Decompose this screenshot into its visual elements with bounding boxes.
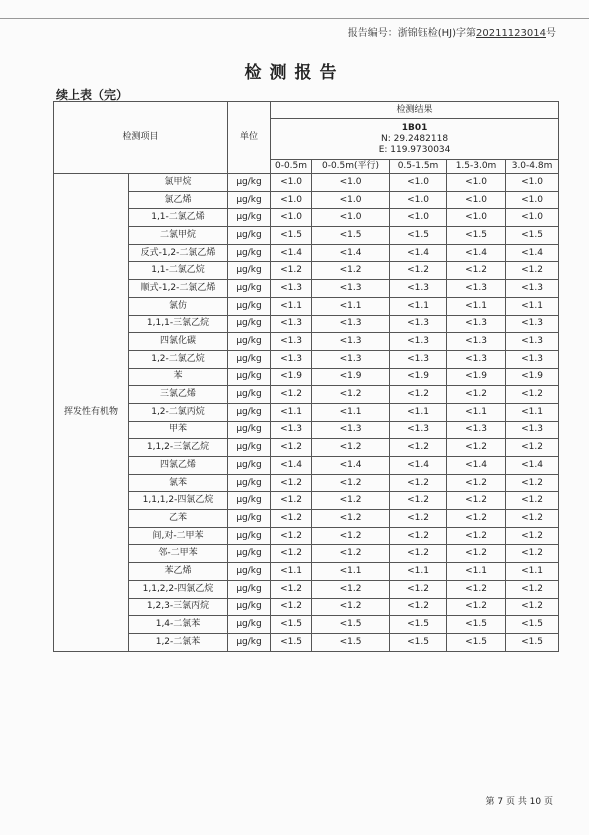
- result-cell: <1.2: [506, 510, 559, 528]
- category-cell: 挥发性有机物: [54, 174, 129, 652]
- result-cell: <1.2: [312, 510, 390, 528]
- result-cell: <1.3: [271, 315, 312, 333]
- unit-cell: μg/kg: [228, 315, 271, 333]
- table-row: [54, 527, 559, 545]
- result-cell: <1.2: [506, 439, 559, 457]
- depth-header: 0.5-1.5m: [390, 160, 447, 174]
- result-cell: <1.2: [390, 510, 447, 528]
- result-cell: <1.3: [390, 421, 447, 439]
- unit-cell: μg/kg: [228, 474, 271, 492]
- result-cell: <1.1: [447, 297, 506, 315]
- unit-cell: μg/kg: [228, 580, 271, 598]
- analyte-name: 1,1,1,2-四氯乙烷: [129, 492, 228, 510]
- analyte-name: 三氯乙烯: [129, 386, 228, 404]
- analyte-name: 1,1,1-三氯乙烷: [129, 315, 228, 333]
- unit-cell: μg/kg: [228, 262, 271, 280]
- table-row: [54, 633, 559, 651]
- table-row: [54, 244, 559, 262]
- analyte-name: 氯苯: [129, 474, 228, 492]
- unit-cell: μg/kg: [228, 227, 271, 245]
- table-row: [54, 474, 559, 492]
- table-row: [54, 368, 559, 386]
- result-cell: <1.3: [390, 333, 447, 351]
- unit-cell: μg/kg: [228, 403, 271, 421]
- result-cell: <1.1: [390, 563, 447, 581]
- analyte-name: 乙苯: [129, 510, 228, 528]
- result-cell: <1.4: [271, 457, 312, 475]
- result-cell: <1.2: [447, 510, 506, 528]
- result-cell: <1.5: [390, 227, 447, 245]
- result-cell: <1.3: [271, 280, 312, 298]
- unit-cell: μg/kg: [228, 563, 271, 581]
- result-cell: <1.4: [390, 457, 447, 475]
- header-row: [54, 102, 559, 119]
- page-number: 第 7 页 共 10 页: [485, 797, 553, 807]
- result-cell: <1.3: [447, 421, 506, 439]
- results-table: [53, 101, 559, 652]
- analyte-name: 1,2-二氯丙烷: [129, 403, 228, 421]
- analyte-name: 邻-二甲苯: [129, 545, 228, 563]
- result-cell: <1.2: [447, 545, 506, 563]
- result-cell: <1.2: [271, 492, 312, 510]
- result-cell: <1.3: [506, 421, 559, 439]
- unit-cell: μg/kg: [228, 545, 271, 563]
- result-cell: <1.3: [447, 350, 506, 368]
- result-cell: <1.2: [447, 598, 506, 616]
- result-cell: <1.2: [312, 527, 390, 545]
- unit-header: 单位: [228, 102, 271, 174]
- result-cell: <1.4: [312, 244, 390, 262]
- result-cell: <1.2: [447, 492, 506, 510]
- result-cell: <1.3: [271, 421, 312, 439]
- table-row: [54, 333, 559, 351]
- result-cell: <1.0: [271, 174, 312, 192]
- result-cell: <1.2: [390, 262, 447, 280]
- unit-cell: μg/kg: [228, 280, 271, 298]
- result-cell: <1.2: [271, 580, 312, 598]
- result-cell: <1.4: [506, 244, 559, 262]
- result-cell: <1.3: [506, 280, 559, 298]
- result-cell: <1.4: [506, 457, 559, 475]
- result-cell: <1.5: [312, 633, 390, 651]
- result-cell: <1.3: [506, 350, 559, 368]
- result-cell: <1.4: [271, 244, 312, 262]
- result-cell: <1.5: [312, 227, 390, 245]
- result-cell: <1.2: [506, 527, 559, 545]
- result-cell: <1.2: [312, 439, 390, 457]
- result-cell: <1.1: [312, 297, 390, 315]
- result-cell: <1.5: [390, 633, 447, 651]
- result-cell: <1.2: [447, 527, 506, 545]
- result-cell: <1.2: [506, 598, 559, 616]
- result-cell: <1.0: [390, 209, 447, 227]
- result-cell: <1.1: [390, 403, 447, 421]
- table-row: [54, 439, 559, 457]
- result-cell: <1.4: [390, 244, 447, 262]
- table-row: [54, 262, 559, 280]
- result-cell: <1.2: [506, 545, 559, 563]
- result-cell: <1.5: [271, 616, 312, 634]
- result-cell: <1.2: [271, 386, 312, 404]
- result-cell: <1.5: [447, 616, 506, 634]
- result-cell: <1.9: [271, 368, 312, 386]
- result-cell: <1.2: [390, 386, 447, 404]
- result-cell: <1.1: [312, 403, 390, 421]
- result-cell: <1.1: [506, 297, 559, 315]
- result-cell: <1.2: [390, 439, 447, 457]
- result-cell: <1.3: [447, 333, 506, 351]
- result-cell: <1.5: [447, 633, 506, 651]
- result-cell: <1.4: [447, 244, 506, 262]
- result-cell: <1.2: [271, 474, 312, 492]
- result-cell: <1.0: [506, 209, 559, 227]
- unit-cell: μg/kg: [228, 439, 271, 457]
- result-cell: <1.3: [312, 315, 390, 333]
- analyte-name: 1,1-二氯乙烷: [129, 262, 228, 280]
- result-cell: <1.5: [271, 633, 312, 651]
- result-cell: <1.2: [271, 598, 312, 616]
- result-cell: <1.0: [506, 174, 559, 192]
- analyte-name: 1,2-二氯乙烷: [129, 350, 228, 368]
- table-row: [54, 297, 559, 315]
- result-cell: <1.0: [390, 191, 447, 209]
- result-cell: <1.3: [506, 315, 559, 333]
- analyte-name: 氯甲烷: [129, 174, 228, 192]
- unit-cell: μg/kg: [228, 421, 271, 439]
- analyte-name: 1,2-二氯苯: [129, 633, 228, 651]
- result-cell: <1.2: [390, 545, 447, 563]
- result-cell: <1.2: [447, 439, 506, 457]
- analyte-name: 间,对-二甲苯: [129, 527, 228, 545]
- table-row: [54, 209, 559, 227]
- result-cell: <1.1: [506, 403, 559, 421]
- header-rule: [0, 18, 589, 19]
- result-cell: <1.2: [271, 527, 312, 545]
- depth-header: 0-0.5m(平行): [312, 160, 390, 174]
- analyte-name: 四氯乙烯: [129, 457, 228, 475]
- result-cell: <1.3: [312, 333, 390, 351]
- table-row: [54, 350, 559, 368]
- unit-cell: μg/kg: [228, 492, 271, 510]
- analyte-name: 1,1,2-三氯乙烷: [129, 439, 228, 457]
- result-cell: <1.5: [390, 616, 447, 634]
- result-cell: <1.0: [312, 174, 390, 192]
- result-cell: <1.3: [312, 421, 390, 439]
- result-cell: <1.1: [271, 403, 312, 421]
- unit-cell: μg/kg: [228, 527, 271, 545]
- result-cell: <1.5: [506, 633, 559, 651]
- result-cell: <1.3: [312, 350, 390, 368]
- result-cell: <1.2: [390, 598, 447, 616]
- table-row: [54, 545, 559, 563]
- result-cell: <1.2: [312, 386, 390, 404]
- result-cell: <1.3: [506, 333, 559, 351]
- result-cell: <1.2: [447, 580, 506, 598]
- analyte-name: 苯乙烯: [129, 563, 228, 581]
- result-cell: <1.2: [390, 527, 447, 545]
- analyte-name: 1,1-二氯乙烯: [129, 209, 228, 227]
- result-cell: <1.3: [390, 350, 447, 368]
- result-cell: <1.2: [390, 580, 447, 598]
- result-cell: <1.3: [271, 350, 312, 368]
- depth-header: 1.5-3.0m: [447, 160, 506, 174]
- result-cell: <1.5: [506, 227, 559, 245]
- result-cell: <1.2: [271, 545, 312, 563]
- table-row: [54, 421, 559, 439]
- item-header: 检测项目: [54, 102, 228, 174]
- result-cell: <1.2: [447, 262, 506, 280]
- table-row: [54, 492, 559, 510]
- page-title: 检测报告: [244, 63, 345, 83]
- result-cell: <1.4: [447, 457, 506, 475]
- result-cell: <1.3: [271, 333, 312, 351]
- unit-cell: μg/kg: [228, 457, 271, 475]
- unit-cell: μg/kg: [228, 598, 271, 616]
- result-cell: <1.0: [271, 209, 312, 227]
- result-cell: <1.2: [312, 262, 390, 280]
- table-row: [54, 191, 559, 209]
- result-cell: <1.2: [506, 262, 559, 280]
- unit-cell: μg/kg: [228, 616, 271, 634]
- result-cell: <1.9: [312, 368, 390, 386]
- table-row: [54, 563, 559, 581]
- result-cell: <1.2: [390, 474, 447, 492]
- unit-cell: μg/kg: [228, 368, 271, 386]
- table-row: [54, 174, 559, 192]
- unit-cell: μg/kg: [228, 510, 271, 528]
- result-cell: <1.3: [312, 280, 390, 298]
- result-cell: <1.3: [447, 280, 506, 298]
- result-cell: <1.9: [506, 368, 559, 386]
- unit-cell: μg/kg: [228, 191, 271, 209]
- table-subtitle: 续上表（完）: [56, 88, 129, 102]
- table-row: [54, 510, 559, 528]
- site-info: [271, 119, 559, 160]
- table-row: [54, 280, 559, 298]
- result-cell: <1.2: [506, 386, 559, 404]
- unit-cell: μg/kg: [228, 333, 271, 351]
- result-cell: <1.5: [506, 616, 559, 634]
- analyte-name: 1,1,2,2-四氯乙烷: [129, 580, 228, 598]
- result-cell: <1.0: [447, 209, 506, 227]
- result-cell: <1.0: [447, 191, 506, 209]
- report-number-label: 报告编号：浙锦钰检(HJ)字第: [347, 28, 476, 39]
- table-row: [54, 227, 559, 245]
- result-cell: <1.5: [447, 227, 506, 245]
- analyte-name: 二氯甲烷: [129, 227, 228, 245]
- unit-cell: μg/kg: [228, 386, 271, 404]
- table-row: [54, 580, 559, 598]
- table-row: [54, 315, 559, 333]
- site-code: 1B01: [401, 122, 428, 133]
- result-cell: <1.3: [447, 315, 506, 333]
- result-cell: <1.0: [506, 191, 559, 209]
- result-cell: <1.1: [271, 563, 312, 581]
- result-cell: <1.1: [312, 563, 390, 581]
- analyte-name: 四氯化碳: [129, 333, 228, 351]
- result-cell: <1.2: [312, 545, 390, 563]
- result-cell: <1.0: [271, 191, 312, 209]
- analyte-name: 顺式-1,2-二氯乙烯: [129, 280, 228, 298]
- result-cell: <1.1: [390, 297, 447, 315]
- analyte-name: 苯: [129, 368, 228, 386]
- result-cell: <1.3: [390, 280, 447, 298]
- unit-cell: μg/kg: [228, 174, 271, 192]
- result-cell: <1.4: [312, 457, 390, 475]
- unit-cell: μg/kg: [228, 244, 271, 262]
- site-latitude: N: 29.2482118: [381, 133, 449, 144]
- result-cell: <1.2: [271, 510, 312, 528]
- result-cell: <1.5: [271, 227, 312, 245]
- result-cell: <1.2: [506, 492, 559, 510]
- analyte-name: 1,4-二氯苯: [129, 616, 228, 634]
- result-cell: <1.2: [447, 386, 506, 404]
- result-cell: <1.9: [447, 368, 506, 386]
- result-cell: <1.0: [312, 209, 390, 227]
- result-cell: <1.2: [271, 439, 312, 457]
- analyte-name: 反式-1,2-二氯乙烯: [129, 244, 228, 262]
- table-row: [54, 598, 559, 616]
- depth-header: 3.0-4.8m: [506, 160, 559, 174]
- result-cell: <1.1: [271, 297, 312, 315]
- site-longitude: E: 119.9730034: [378, 144, 451, 155]
- table-row: [54, 616, 559, 634]
- results-header: 检测结果: [271, 102, 559, 119]
- result-cell: <1.0: [390, 174, 447, 192]
- result-cell: <1.9: [390, 368, 447, 386]
- table-row: [54, 403, 559, 421]
- result-cell: <1.0: [447, 174, 506, 192]
- result-cell: <1.2: [312, 492, 390, 510]
- result-cell: <1.2: [390, 492, 447, 510]
- table-row: [54, 457, 559, 475]
- result-cell: <1.2: [506, 580, 559, 598]
- result-cell: <1.0: [312, 191, 390, 209]
- result-cell: <1.5: [312, 616, 390, 634]
- result-cell: <1.2: [312, 580, 390, 598]
- result-cell: <1.1: [447, 403, 506, 421]
- unit-cell: μg/kg: [228, 209, 271, 227]
- result-cell: <1.2: [271, 262, 312, 280]
- unit-cell: μg/kg: [228, 350, 271, 368]
- result-cell: <1.2: [312, 474, 390, 492]
- report-number-value: 20211123014: [476, 28, 546, 39]
- unit-cell: μg/kg: [228, 633, 271, 651]
- result-cell: <1.2: [447, 474, 506, 492]
- analyte-name: 氯仿: [129, 297, 228, 315]
- analyte-name: 1,2,3-三氯丙烷: [129, 598, 228, 616]
- report-number-suffix: 号: [546, 28, 556, 39]
- result-cell: <1.1: [506, 563, 559, 581]
- result-cell: <1.2: [312, 598, 390, 616]
- result-cell: <1.1: [447, 563, 506, 581]
- report-number: [348, 24, 556, 39]
- analyte-name: 甲苯: [129, 421, 228, 439]
- table-row: [54, 386, 559, 404]
- analyte-name: 氯乙烯: [129, 191, 228, 209]
- result-cell: <1.2: [506, 474, 559, 492]
- result-cell: <1.3: [390, 315, 447, 333]
- depth-header: 0-0.5m: [271, 160, 312, 174]
- unit-cell: μg/kg: [228, 297, 271, 315]
